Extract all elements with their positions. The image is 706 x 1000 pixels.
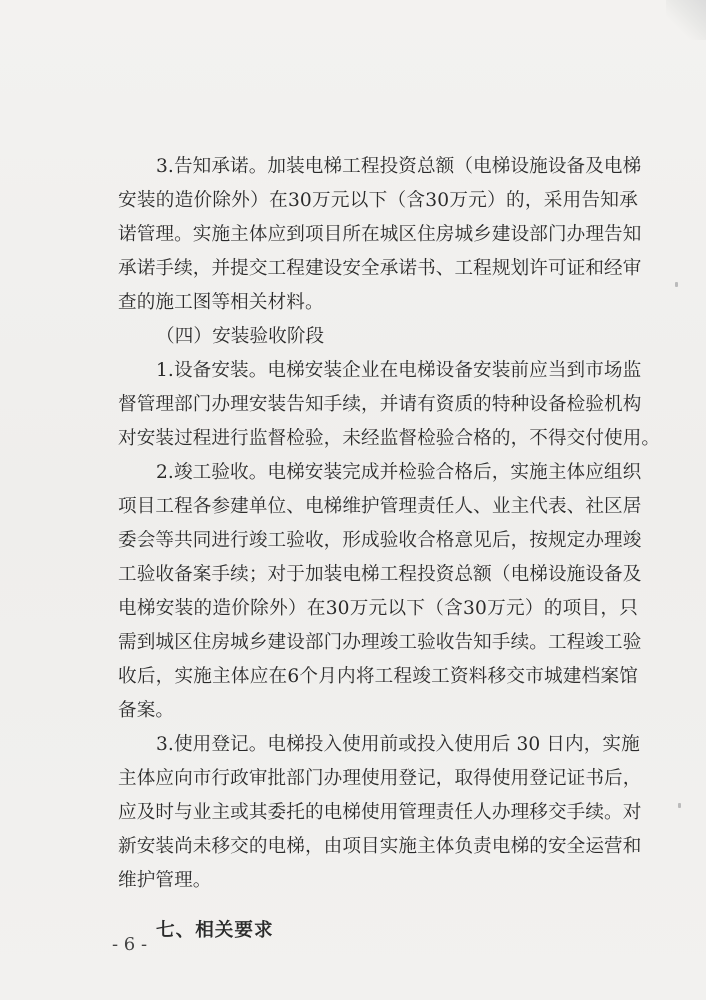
paragraph-line: 主体应向市行政审批部门办理使用登记，取得使用登记证书后，	[118, 768, 642, 789]
paragraph-line: 委会等共同进行竣工验收，形成验收合格意见后，按规定办理竣	[118, 530, 642, 551]
paragraph-line: 工验收备案手续；对于加装电梯工程投资总额（电梯设施设备及	[118, 564, 642, 585]
chapter-heading: 七、相关要求	[156, 920, 274, 941]
paragraph-line: 对安装过程进行监督检验，未经监督检验合格的，不得交付使用。	[118, 428, 661, 449]
page-corner-shadow	[666, 0, 706, 40]
paragraph-line: 查的施工图等相关材料。	[118, 292, 324, 313]
paragraph-line: 维护管理。	[118, 870, 212, 891]
paragraph-line: 项目工程各参建单位、电梯维护管理责任人、业主代表、社区居	[118, 496, 642, 517]
paragraph-line: 1.设备安装。电梯安装企业在电梯设备安装前应当到市场监	[156, 360, 642, 381]
paragraph-line: 新安装尚未移交的电梯，由项目实施主体负责电梯的安全运营和	[118, 836, 642, 857]
paragraph-line: 安装的造价除外）在30万元以下（含30万元）的，采用告知承	[118, 190, 638, 211]
page-number: - 6 -	[112, 934, 148, 955]
paragraph-line: 备案。	[118, 700, 175, 721]
scan-speck	[675, 282, 678, 287]
document-body	[118, 150, 661, 948]
section-heading: （四）安装验收阶段	[156, 326, 325, 347]
paragraph-line: 2.竣工验收。电梯安装完成并检验合格后，实施主体应组织	[156, 462, 642, 483]
paragraph-line: 需到城区住房城乡建设部门办理竣工验收告知手续。工程竣工验	[118, 632, 642, 653]
paragraph-line: 督管理部门办理安装告知手续，并请有资质的特种设备检验机构	[118, 394, 642, 415]
paragraph-line: 电梯安装的造价除外）在30万元以下（含30万元）的项目，只	[118, 598, 638, 619]
paragraph-line: 承诺手续，并提交工程建设安全承诺书、工程规划许可证和经审	[118, 258, 642, 279]
paragraph-line: 诺管理。实施主体应到项目所在城区住房城乡建设部门办理告知	[118, 224, 642, 245]
paragraph-line: 3.告知承诺。加装电梯工程投资总额（电梯设施设备及电梯	[156, 156, 642, 177]
paragraph-line: 收后，实施主体应在6个月内将工程竣工资料移交市城建档案馆	[118, 666, 638, 687]
paragraph-line: 3.使用登记。电梯投入使用前或投入使用后 30 日内，实施	[156, 734, 640, 755]
scan-speck	[678, 803, 681, 808]
paragraph-line: 应及时与业主或其委托的电梯使用管理责任人办理移交手续。对	[118, 802, 642, 823]
